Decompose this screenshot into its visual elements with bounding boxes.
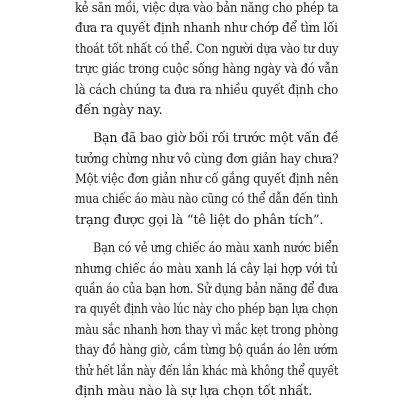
text-line: mua chiếc áo màu nào cũng có thể dẫn đến tình	[75, 192, 338, 207]
text-line: trực giác trong cuộc sống hàng ngày và đó vẫn	[75, 62, 339, 77]
text-line: đến ngày nay.	[75, 103, 163, 118]
text-line: định màu nào là sự lựa chọn tốt nhất.	[75, 384, 312, 399]
text-line: tưởng chừng như vô cùng đơn giản hay chưa?	[75, 152, 339, 167]
text-line: Một việc đơn giản như cố gắng quyết định nên	[75, 172, 339, 187]
text-line: quần áo của bạn hơn. Sử dụng bản năng để đưa	[75, 282, 339, 297]
text-line: thử hết lần này đến lần khác mà không thể quyết	[75, 364, 339, 379]
text-line: Bạn đã bao giờ bối rối trước một vấn đề	[93, 131, 339, 146]
text-line: thoát tốt nhất có thể. Con người dựa vào tư duy	[75, 42, 339, 57]
text-line: là cách chúng ta đưa ra nhiều quyết định cho	[75, 83, 339, 98]
text-line: nhưng chiếc áo màu xanh lá cây lại hợp với tủ	[75, 262, 338, 277]
text-line: thay đồ hàng giờ, cầm từng bộ quần áo lên ướm	[75, 343, 338, 358]
text-line: trạng được gọi là “tê liệt do phân tích”.	[75, 213, 324, 228]
text-line: màu sắc nhanh hơn thay vì mắc kẹt trong phòng	[75, 323, 339, 338]
text-line: kẻ săn mồi, việc dựa vào bản năng cho phép ta	[75, 1, 339, 16]
text-line: Bạn có vẻ ưng chiếc áo màu xanh nước biển	[93, 241, 339, 256]
text-line: ra quyết định vào lúc này cho phép bạn lựa chọn	[75, 302, 338, 317]
text-line: đưa ra quyết định nhanh như chớp để tìm lối	[75, 21, 338, 36]
